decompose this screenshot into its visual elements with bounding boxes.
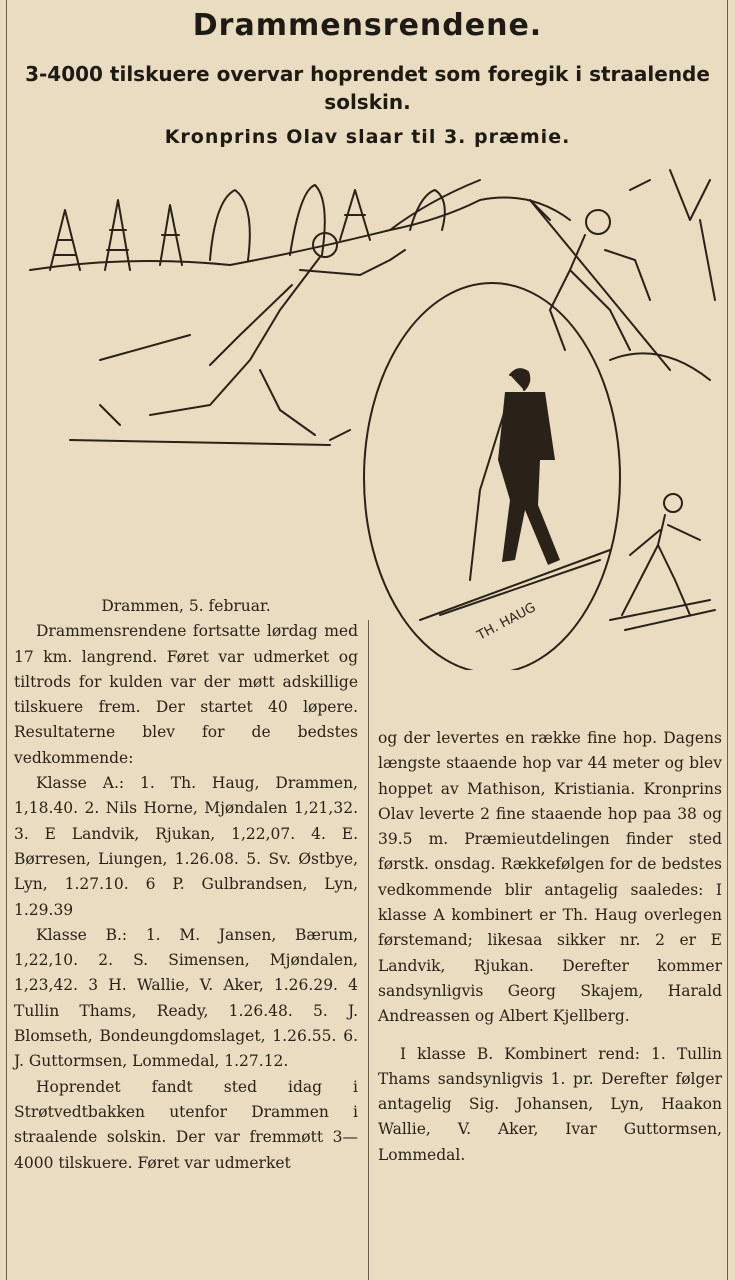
paragraph-klasse-b: Klasse B.: 1. M. Jansen, Bærum, 1,22,10. 2. S. Simensen, Mjøndalen, 1,23,42. 3 H. Wallie, V. Aker, 1.26.29. 4 Tullin Thams, Ready, 1.26.48. 5. J. Blomseth, Bondeungdomslaget, 1.26.55. 6. J. Guttormsen, Lommedal, 1.27.12. xyxy=(14,925,358,1071)
right-margin-rule xyxy=(727,0,728,1280)
right-column xyxy=(378,726,722,1168)
illustration-signature: TH. HAUG xyxy=(474,600,539,644)
paragraph-intro: Drammensrendene fortsatte lørdag med 17 km. langrend. Føret var udmerket og tiltrods for kulden var der møtt adskillige tilskuere frem. Der startet 40 løpere. Resultaterne blev for de bedstes vedkommende: xyxy=(14,622,358,767)
headline: Drammensrendene. xyxy=(192,8,543,43)
paragraph-hop-results: og der levertes en række fine hop. Dagens længste staaende hop var 44 meter og blev hoppet av Mathison, Kristiania. Kronprins Olav leverte 2 fine staaende hop paa 38 og 39.5 m. Præmieutdelingen finder sted førstk. onsdag. Rækkefølgen for de bedstes vedkommende blir antagelig saaledes: I klasse A kombinert er Th. Haug overlegen førstemand; likesaa sikker nr. 2 er E Landvik, Rjukan. Derefter kommer sandsynligvis Georg Skajem, Harald Andreassen og Albert Kjellberg. xyxy=(378,729,722,1026)
subheadline: 3-4000 tilskuere overvar hoprendet som foregik i straalende solskin. xyxy=(25,62,710,114)
column-divider-rule xyxy=(368,620,369,1280)
paragraph-hoprendet: Hoprendet fandt sted idag i Strøtvedtbakken utenfor Drammen i straalende solskin. Der var fremmøtt 3—4000 tilskuere. Føret var udmerket xyxy=(14,1077,358,1172)
left-margin-rule xyxy=(6,0,7,1280)
paragraph-spacer xyxy=(378,1030,722,1042)
dateline: Drammen, 5. februar. xyxy=(101,597,271,615)
left-column xyxy=(14,594,358,1176)
paragraph-klasse-a: Klasse A.: 1. Th. Haug, Drammen, 1,18.40. 2. Nils Horne, Mjøndalen 1,21,32. 3. E Landvik, Rjukan, 1,22,07. 4. E. Børresen, Liungen, 1.26.08. 5. Sv. Østbye, Lyn, 1.27.10. 6 P. Gulbrandsen, Lyn, 1.29.39 xyxy=(14,774,358,919)
paragraph-klasse-b-combined: I klasse B. Kombinert rend: 1. Tullin Thams sandsynligvis 1. pr. Derefter følger antagelig Sig. Johansen, Lyn, Haakon Wallie, V. Aker, Ivar Guttormsen, Lommedal. xyxy=(378,1044,722,1164)
subheadline-crown-prince: Kronprins Olav slaar til 3. præmie. xyxy=(164,126,571,148)
